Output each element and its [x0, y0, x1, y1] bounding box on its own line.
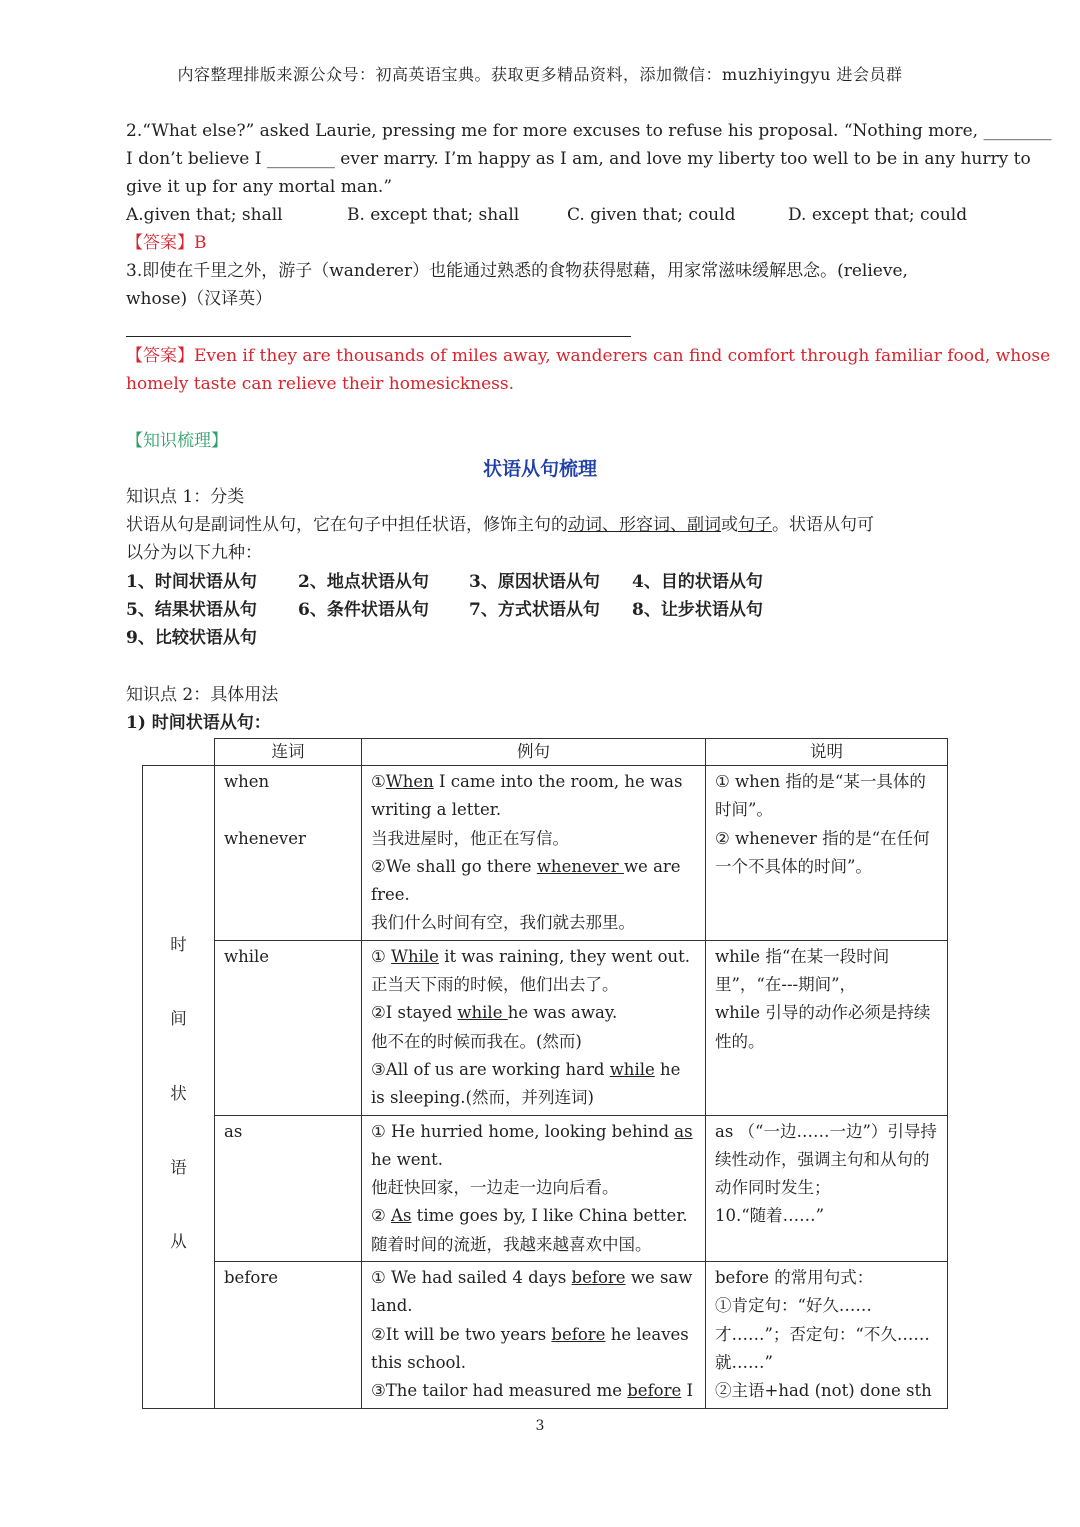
clause-type-4: 4、目的状语从句 — [632, 572, 763, 592]
q3-line1: 3.即使在千里之外，游子（wanderer）也能通过熟悉的食物获得慰藉，用家常滋味缓解思念。(relieve, — [126, 261, 908, 281]
clause-type-5: 5、结果状语从句 — [126, 600, 257, 620]
table-header-row — [143, 739, 948, 766]
section-tag: 【知识梳理】 — [126, 431, 228, 451]
q2-option-a: A.given that; shall — [126, 205, 283, 225]
clause-type-1: 1、时间状语从句 — [126, 572, 257, 592]
q2-option-c: C. given that; could — [567, 205, 736, 225]
table-row — [143, 940, 948, 1115]
conjunction-cell: before — [215, 1262, 362, 1408]
clause-type-8: 8、让步状语从句 — [632, 600, 763, 620]
explanation-cell: before 的常用句式： ①肯定句：“好久……才……”；否定句：“不久……就……” ②主语+had (not) done sth — [706, 1262, 948, 1408]
kp1-heading: 知识点 1：分类 — [126, 487, 245, 507]
table-row — [143, 766, 948, 941]
q3-line2: whose)（汉译英） — [126, 289, 273, 309]
explanation-cell: as （“一边……一边”）引导持续性动作，强调主句和从句的动作同时发生； 10.“随着……” — [706, 1115, 948, 1261]
conjunction-cell: when whenever — [215, 766, 362, 941]
time-clause-table — [142, 738, 948, 1409]
table-row — [143, 1262, 948, 1408]
header-example: 例句 — [362, 739, 706, 766]
q3-answer-line1: 【答案】Even if they are thousands of miles away, wanderers can find comfort through familiar food, whose — [126, 346, 1051, 366]
example-cell: ① While it was raining, they went out. 正当天下雨的时候，他们出去了。 ②I stayed while he was away. 他不在的时候而我在。(然而) ③All of us are working hard while he is sleeping.(然而，并列连词) — [362, 940, 706, 1115]
kp1-text-line2: 以分为以下九种： — [126, 543, 262, 563]
header-explanation: 说明 — [706, 739, 948, 766]
explanation-cell: while 指“在某一段时间里”，“在---期间”， while 引导的动作必须是持续性的。 — [706, 940, 948, 1115]
q2-answer: 【答案】B — [126, 233, 207, 253]
answer-blank-line — [126, 336, 631, 337]
kp2-subheading: 1) 时间状语从句： — [126, 713, 271, 733]
conjunction-cell: while — [215, 940, 362, 1115]
clause-type-6: 6、条件状语从句 — [298, 600, 429, 620]
page-header: 内容整理排版来源公众号：初高英语宝典。获取更多精品资料，添加微信：muzhiyingyu 进会员群 — [177, 65, 903, 84]
kp2-heading: 知识点 2：具体用法 — [126, 685, 279, 705]
kp1-text-line1: 状语从句是副词性从句，它在句子中担任状语，修饰主句的动词、形容词、副词或句子。状语从句可 — [126, 515, 874, 535]
q2-line3: give it up for any mortal man.” — [126, 177, 393, 197]
explanation-cell: ① when 指的是“某一具体的时间”。 ② whenever 指的是“在任何一个不具体的时间”。 — [706, 766, 948, 941]
conjunction-cell: as — [215, 1115, 362, 1261]
example-cell: ① He hurried home, looking behind as he went. 他赶快回家，一边走一边向后看。 ② As time goes by, I like China better. 随着时间的流逝，我越来越喜欢中国。 — [362, 1115, 706, 1261]
q3-answer-line2: homely taste can relieve their homesickness. — [126, 374, 515, 394]
table-row — [143, 1115, 948, 1261]
q2-line1: 2.“What else?” asked Laurie, pressing me for more excuses to refuse his proposal. “Nothing more, ________ — [126, 121, 1052, 141]
category-cell: 时 间 状 语 从 — [143, 766, 215, 1409]
clause-type-2: 2、地点状语从句 — [298, 572, 429, 592]
page-title: 状语从句梳理 — [482, 458, 597, 480]
example-cell: ① We had sailed 4 days before we saw land. ②It will be two years before he leaves this school. ③The tailor had measured me before I — [362, 1262, 706, 1408]
q2-option-d: D. except that; could — [788, 205, 968, 225]
clause-type-9: 9、比较状语从句 — [126, 628, 257, 648]
corner-cell — [143, 739, 215, 766]
q2-option-b: B. except that; shall — [347, 205, 520, 225]
clause-type-3: 3、原因状语从句 — [469, 572, 600, 592]
page-number: 3 — [535, 1418, 545, 1434]
clause-type-7: 7、方式状语从句 — [469, 600, 600, 620]
header-conjunction: 连词 — [215, 739, 362, 766]
q2-line2: I don’t believe I ________ ever marry. I’m happy as I am, and love my liberty too well to be in any hurry to — [126, 149, 1031, 169]
example-cell: ①When I came into the room, he was writing a letter. 当我进屋时，他正在写信。 ②We shall go there whenever we are free. 我们什么时间有空，我们就去那里。 — [362, 766, 706, 941]
